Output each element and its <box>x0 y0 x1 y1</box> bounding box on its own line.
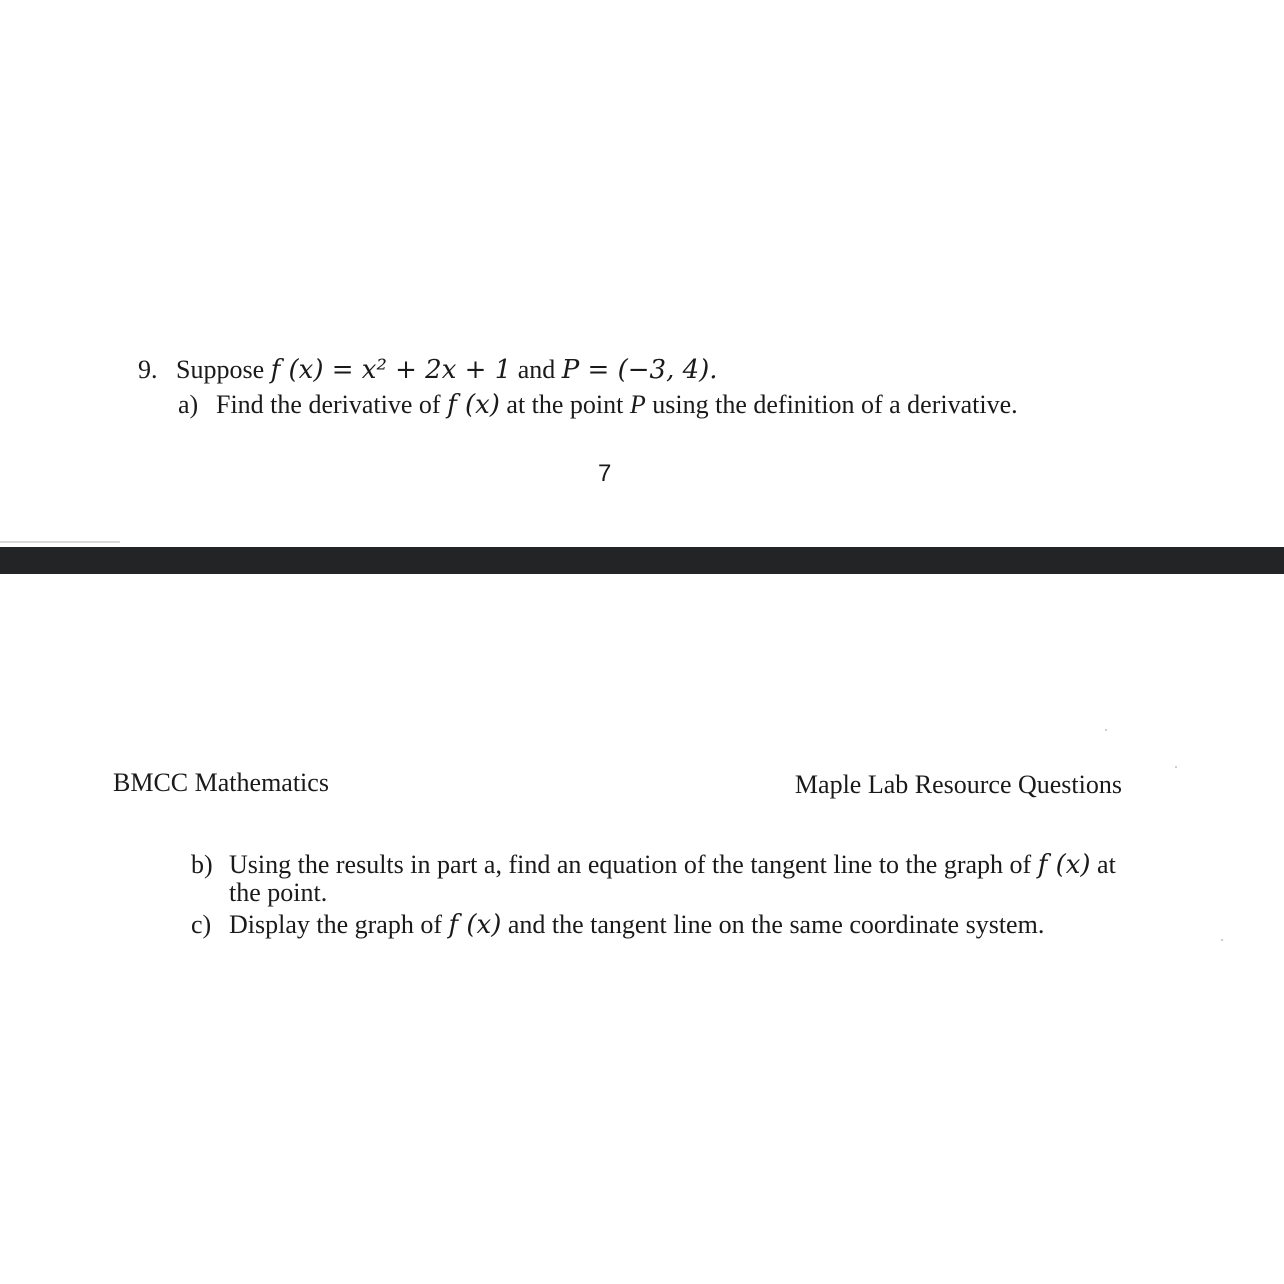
part-c-fx: f (x) <box>448 910 502 940</box>
page-divider-bar <box>0 547 1284 574</box>
part-b-label: b) <box>191 850 213 879</box>
part-b-line-1 <box>191 850 1116 880</box>
scan-speck <box>1105 729 1107 731</box>
and-word: and <box>517 355 556 384</box>
part-a-fx: f (x) <box>447 390 500 420</box>
question-intro: Suppose <box>176 355 265 384</box>
scan-speck <box>1175 766 1177 768</box>
function-definition: f (x) = x² + 2x + 1 <box>270 355 512 385</box>
header-right: Maple Lab Resource Questions <box>794 770 1122 799</box>
part-a-point-p: P <box>629 390 646 419</box>
point-definition: P = (−3, 4). <box>561 355 718 385</box>
part-b-line-2 <box>229 878 327 908</box>
part-c-text-2: and the tangent line on the same coordinate system. <box>507 910 1045 939</box>
part-a-label: a) <box>178 390 199 419</box>
faint-rule <box>0 541 120 543</box>
part-c-text-1: Display the graph of <box>229 910 443 939</box>
part-c-line <box>191 910 1044 940</box>
part-b-text-3: the point. <box>229 878 328 907</box>
part-b-text-2: at <box>1097 850 1116 879</box>
part-a-text-2: at the point <box>506 390 624 419</box>
part-b-text-1: Using the results in part a, find an equation of the tangent line to the graph of <box>229 850 1032 879</box>
part-b-fx: f (x) <box>1037 850 1091 880</box>
part-a-text-1: Find the derivative of <box>216 390 441 419</box>
question-number: 9. <box>138 355 158 384</box>
part-c-label: c) <box>191 910 212 939</box>
page-number: 7 <box>598 460 612 487</box>
part-a-text-3: using the definition of a derivative. <box>652 390 1018 419</box>
scan-speck <box>1221 939 1223 941</box>
part-a-line <box>178 390 1018 420</box>
question-9-line <box>138 355 718 385</box>
header-left: BMCC Mathematics <box>113 768 329 797</box>
